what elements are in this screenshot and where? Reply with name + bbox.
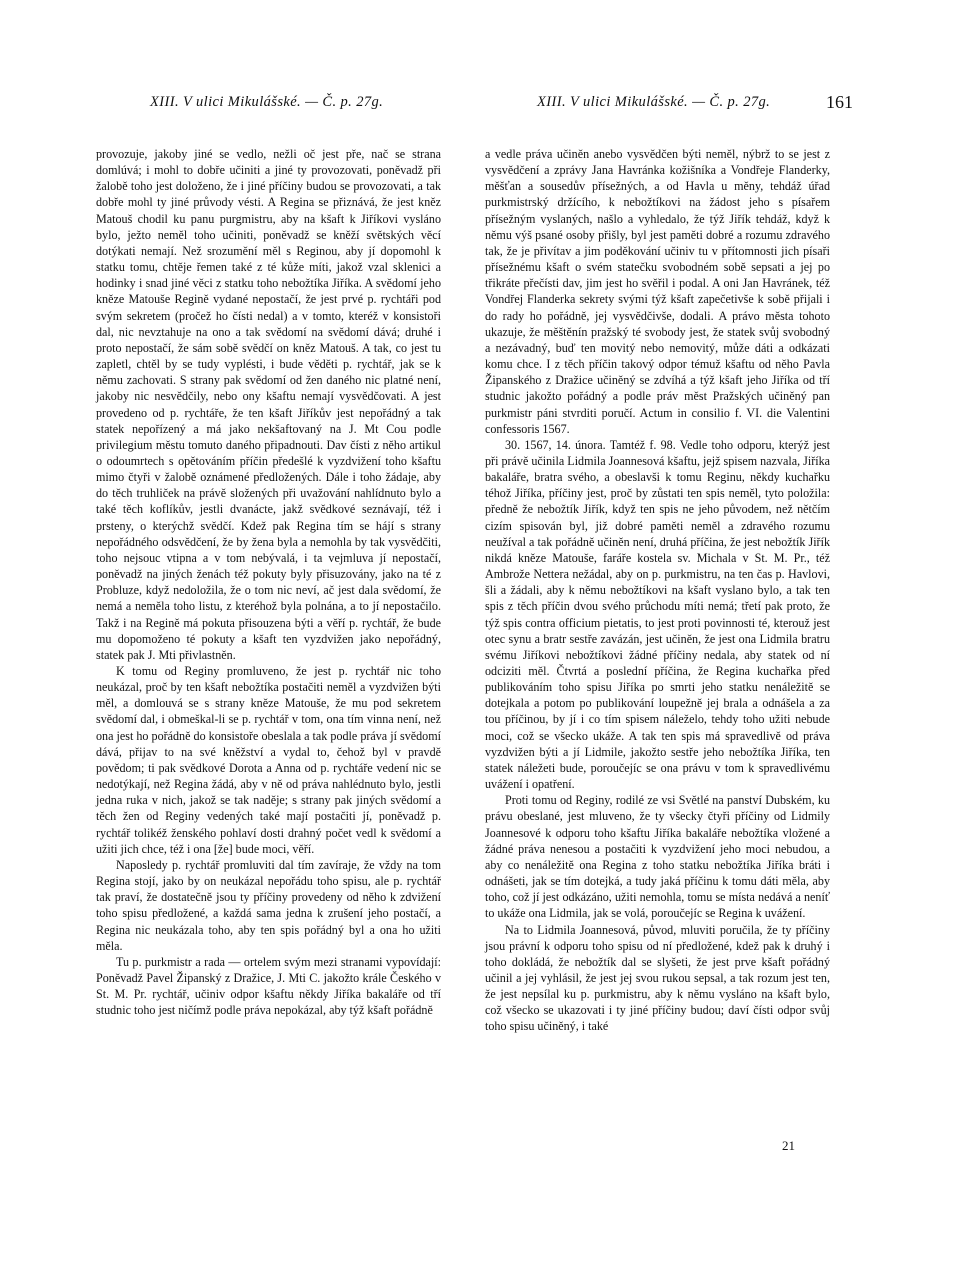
paragraph: Tu p. purkmistr a rada — ortelem svým mezi stranami vypovídají: Poněvadž Pavel Žipanský z Dražice, J. Mti C. jakožto krále Českého v St. M. Pr. rychtář, učiniv odpor kšaftu někdy Jiříka bakaláře od tří studnic toho jest ničímž podle práva nepokázal, aby týž kšaft pořádně	[96, 954, 441, 1018]
signature-mark: 21	[782, 1138, 795, 1153]
paragraph: 30. 1567, 14. února. Tamtéž f. 98. Vedle toho odporu, kterýž jest při právě učinila Lidmila Joannesová kšaftu, jejž spisem nazvala, Jiříka bakaláře, bratra svého, a obeslavši k tomu Reginu, někdy kuchařku téhož Jiříka, příčiny jest, proč by zůstati ten spis neměl, tyto položila: předně že nebožtík Jiřík, když ten spis ne jeho původem, než nětčím cizím spisován byl, již dobré paměti neměl a zdravého rozumu neužíval a tak pořádně učiněn není, druhá příčina, že jest nebožtík Jiřík nikdá kněze Matouše, faráře kostela sv. Michala v St. M. Pr., též Ambrože Nettera nežádal, aby on p. purkmistru, na ten čas p. Havlovi, šli a žádali, aby k němu nebožtíkovi na kšaft vyslano bylo, a tak ten spis z těch příčin dvou svého průchodu míti nemá; třetí pak proto, že týž spis contra officium pietatis, to jest proti povinnosti té, kterouž jest otec synu a bratr sestře zavázán, jest učiněn, že jest ona Lidmila bratru svému Jiříkovi nebožtíkovi žádné příčiny nedala, aby statek od ní odciziti měl. Čtvrtá a poslední příčina, že Regina kuchařka před publikováním toho spisu Jiříka po smrti jeho statku nenáležitě se dotejkala a potom po publikování loupežně jej brala a odnášela a za tou příčinou, by jí i co tím spisem náleželo, tehdy toho užiti nebude moci, což se všecko ukáže. A tak ten spis má spravedlivě od práva vyzdvižen býti a jí Lidmile, jakožto sestře jeho nebožtíka Jiříka, ten statek náležeti bude, poroučejíc se ona právu v tom k spravedlivému uvážení i opatření.	[485, 437, 830, 792]
right-column	[485, 146, 830, 1035]
left-column	[96, 146, 441, 1018]
paragraph: K tomu od Reginy promluveno, že jest p. rychtář nic toho neukázal, proč by ten kšaft nebožtíka postačiti neměl a vyzdvižen býti měl, a domlouvá se s strany kněze Matouše, že mu pod sekretem svědomí dal, i obmeškal-li se p. rychtář v tom, ona tím vinna není, než ona jest ho pořádně do konsistoře obeslala a tak podle práva jí svědomí dává, přijav to na své kněžství a vydal to, čehož byl v pravdě povědom; ti pak svědkové Dorota a Anna od p. rychtáře vedení nic se nedotýkají, než Regina žádá, aby v ně od práva nahlédnuto bylo, jestli jedna ruka v nich, jakož se tak naděje; s strany pak jiných svědomí a těch žen od Reginy vedených také mají postačiti jí, poněvadž p. rychtář tolikéž ženského pohlaví dosti drahný počet vedl k svědomí a užiti jich chce, též i ona [že] bude moci, věří.	[96, 664, 441, 856]
paragraph: a vedle práva učiněn anebo vysvědčen býti neměl, nýbrž to se jest z vysvědčení a zprávy Jana Havránka kožišníka a Vondřeje Flanderky, měšťan a sousedův přísežných, a od Havla u měny, tehdáž úřad purkmistrský držícího, k nebožtíkovi na žádost jeho s písařem přísežným vyslaných, našlo a vyhledalo, že týž Jiřík tehdáž, když k němu výš psané osoby přišly, byl jest paměti dobré a rozumu zdravého tak, že je přivítav a jim poděkování učiniv tu v přítomnosti jich písaři přísežnému kšaft o svém statečku svobodném sobě sepsati a jej po třikráte přečísti dav, jim jest ho svěřil i podal. A oni Jan Havránek, též Vondřej Flanderka sekrety svými týž kšaft zapečetivše k sobě přijali i do rady ho pořádně, jej vysvědčivše, dodali. A právo města tohoto ukazuje, že měštěnín pražský té svobody jest, že statek svůj svobodný a nezávadný, buď ten movitý nebo nemovitý, může dáti a odkázati komu chce. I z těch příčin takový odpor témuž kšaftu od něho Pavla Žipanského z Dražice učiněný se zdvíhá a týž kšaft jeho Jiříka od tří studnic jakožto pořádný a podle práv měst Pražských učiněný pan purkmistr páni stvrditi poručí. Actum in consilio f. VI. die Valentini confessoris 1567.	[485, 147, 830, 436]
running-header-left: XIII. V ulici Mikulášské. — Č. p. 27g.	[150, 94, 384, 110]
paragraph: Na to Lidmila Joannesová, původ, mluviti poručila, že ty příčiny jsou právní k odporu toho spisu od ní předložené, kdež pak k druhý i toho dokládá, že nebožtík dal se slyšeti, že jest prve kšaft pořádný učinil a jej vyhlásil, že jest jej svou rukou sepsal, a tak rozum jest ten, že jest nepsílal ku p. purkmistru, aby k němu vysláno na kšaft bylo, což všecko se ukazovati i ty jiné příčiny budou; daví čísti odpor svůj toho spisu učiněný, i také	[485, 922, 830, 1034]
paragraph: Proti tomu od Reginy, rodilé ze vsi Světlé na panství Dubském, ku právu obeslané, jest mluveno, že ty všecky čtyři příčiny od Lidmily Joannesové k odporu toho kšaftu Jiříka bakaláře nebožtíka vložené a žádné práva nenesou a postačiti k vyzdvižení jeho moci nebudou, a aby co nenáležitě ona Regina z toho statku nebožtíka Jiříka bráti i odnášeti, jak se tím dotejká, a tudy jaká příčinu k tomu dáti měla, aby toho, což jí jest odkázáno, užiti nemohla, tomu se místa nedává a neníť to ukáže ona Lidmila, jak se volá, poroučejíc se Regina k uvážení.	[485, 793, 830, 921]
paragraph: Naposledy p. rychtář promluviti dal tím zavíraje, že vždy na tom Regina stojí, jako by on neukázal nepořádu toho spisu, ale p. rychtář tak praví, že dostatečně jsou ty příčiny provedeny od něho k zdvižení toho spisu předložené, a každá sama jedna k zrušení jeho postačí, a Regina nic neukázala toho, aby ten spis pořádný byl a ona ho užiti měla.	[96, 857, 441, 953]
page-number: 161	[826, 92, 853, 112]
paragraph: provozuje, jakoby jiné se vedlo, nežli oč jest pře, nač se strana domlúvá; i mohl to dobře učiniti a jiné ty provozovati, poněvadž při žalobě toho jest doloženo, že i jiné příčiny budou se provozovati, a tak dobře mohl ty jiné průvody vésti. A Regina se přiznává, že jest kněz Matouš chodil ku panu purgmistru, aby na kšaft k Jiříkovi vysláno bylo, ježto neměl toho učiniti, poněvadž se kněží světských věcí dotýkati nemají. Než srozumění měl s Reginou, aby jí dopomohl k statku tomu, chtěje řemen také z té kůže míti, jakož vzal sklenici a hodinky i snad jiné věci z statku toho nebožtíka Jiříka. A svědomí jeho kněze Matouše Regině vydané nepostačí, že jest prvé p. rychtáři pod svým sekretem (pročež ho čísti nedal) a v tomto, kteréž v konsistoři dal, nic nevztahuje na ono a tak svědomí na svědomí dává; druhé i proto nepostačí, že sám sobě svědčí on kněz Matouš. A tak, co jest tu zapletl, chtěl by se tudy vyplésti, i bude věděti p. rychtář, jak se k němu zachovati. S strany pak svědomí od žen daného nic platné není, jakoby nic nesvědčily, nebo ony kšaftu nemají vysvědčovati. A jest provedeno od p. rychtáře, že ten kšaft Jiříkův jest nepořádný a tak statek nepořízený a má jako nekšaftovaný na J. Mt Cou podle privilegium městu tomuto daného připadnouti. Dav čísti z něho artikul o odoumrtech s opětováním příčin předešlé k vyzdvižení toho kšaftu mimo čtyři v žalobě oznámené předložených. Dále i toho žádaje, aby do těch truhliček na právě složených při uvažování nahlídnuto bylo a také těch koflíkův, jestli dvanácte, jakž svědkové seznávají, též i prsteny, o kterýchž svědčí. Kdež pak Regina tím se hájí s strany nepořádného odsvědčení, že by žena byla a nemohla by tak vysvědčiti, toho nejsouc vtipna a v tom nebývalá, i ta vejmluva jí nepostačí, poněvadž na jiných ženách též pokuty byly přisuzovány, jako na té z Probluze, když nedoložila, že o tom nic neví, ač jest dala svědomí, že nemá a neměla toho listu, z kteréhož byla polnána, a to jí nepostačilo. Takž i na Regině má pokuta přisouzena býti a věří p. rychtář, že bude mu dopomoženo té pokuty a kšaft ten vyzdvižen jako nepořádný, statek pak J. Mti přivlastněn.	[96, 147, 441, 662]
running-header-right: XIII. V ulici Mikulášské. — Č. p. 27g.	[537, 94, 771, 110]
